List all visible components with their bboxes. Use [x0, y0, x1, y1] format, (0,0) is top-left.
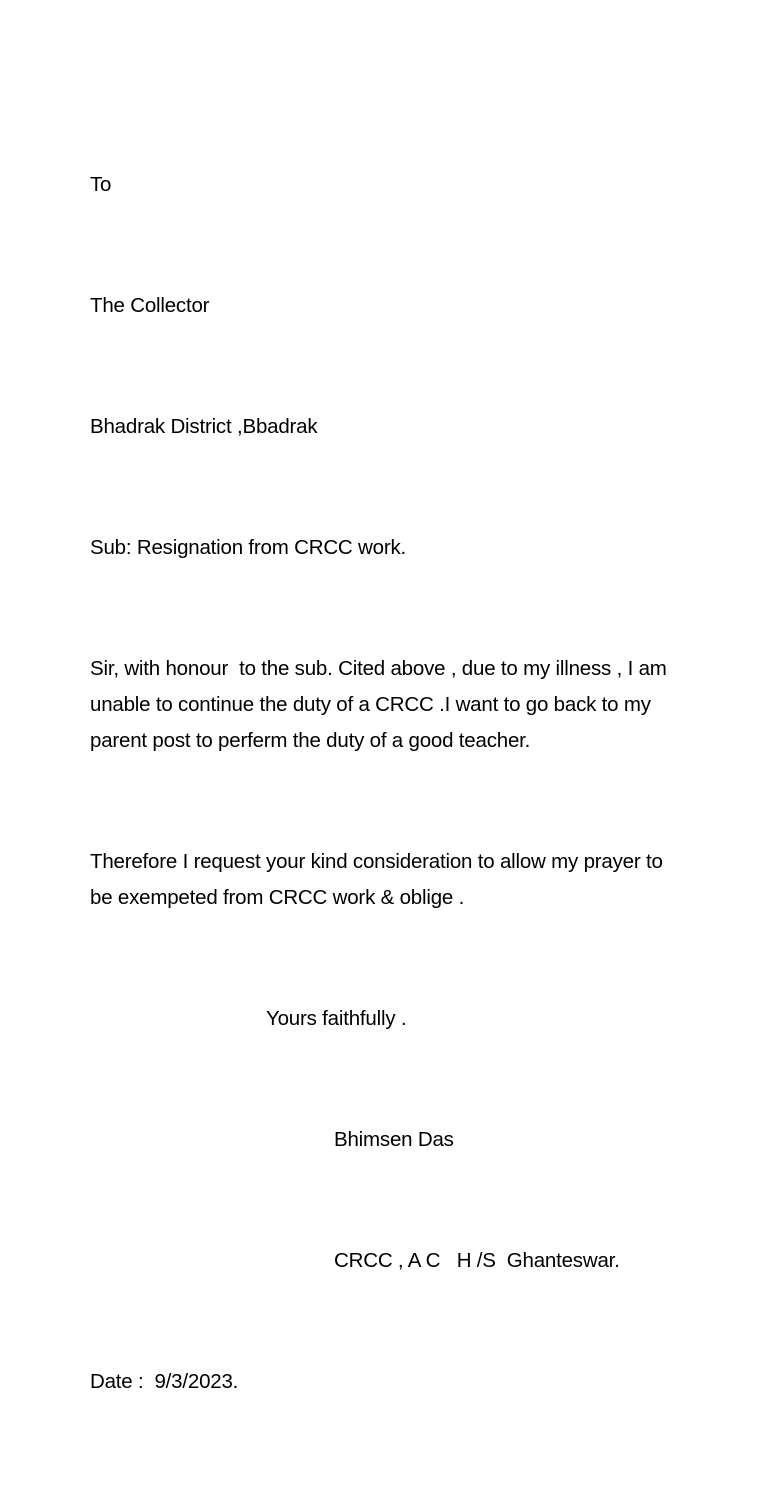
body-paragraph-2: Therefore I request your kind consideration to allow my prayer to be exempeted from CRCC work & oblige . [90, 850, 669, 909]
salutation-to: To [90, 173, 112, 196]
subject-line: Sub: Resignation from CRCC work. [90, 536, 407, 559]
letter-body [90, 95, 690, 1485]
date-line: Date : 9/3/2023. [90, 1370, 239, 1393]
recipient-address: Bhadrak District ,Bbadrak [90, 415, 318, 438]
body-paragraph-1: Sir, with honour to the sub. Cited above , due to my illness , I am unable to continue the duty of a CRCC .I want to go back to my parent post to perferm the duty of a good teacher. [90, 657, 673, 752]
closing-line: Yours faithfully . [266, 1007, 407, 1030]
signatory-name: Bhimsen Das [334, 1128, 454, 1151]
recipient-title: The Collector [90, 294, 210, 317]
signatory-designation: CRCC , A C H /S Ghanteswar. [334, 1249, 620, 1272]
